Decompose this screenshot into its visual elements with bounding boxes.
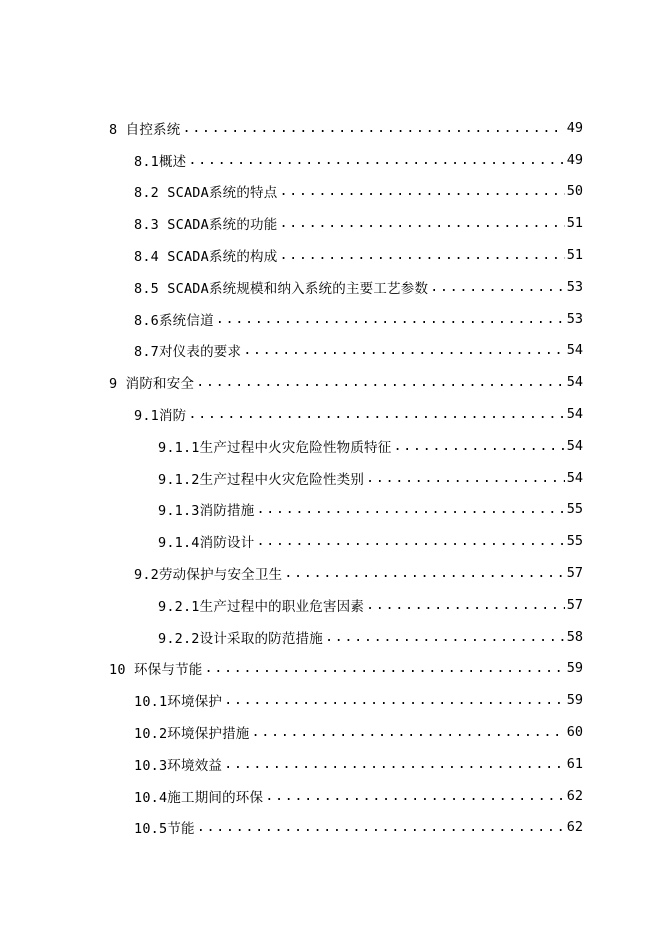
toc-entry-title: 9.1.2生产过程中火灾危险性类别 [158,471,365,488]
toc-entry [0,239,662,271]
toc-leader-dots [256,501,564,517]
toc-entry-title: 8.7对仪表的要求 [134,344,242,361]
toc-leader-dots [393,438,564,454]
toc-entry-title: 8.3 SCADA系统的功能 [134,217,278,234]
toc-entry [0,430,662,462]
toc-leader-dots [182,120,564,136]
toc-entry-title: 10.1环境保护 [134,694,223,711]
toc-leader-dots [279,247,564,263]
toc-leader-dots [243,342,565,358]
toc-leader-dots [196,374,565,390]
toc-entry-title: 8.1概述 [134,153,187,170]
toc-entry [0,589,662,621]
toc-leader-dots [224,692,565,708]
toc-leader-dots [204,660,564,676]
toc-entry [0,207,662,239]
toc-entry-title: 9.2劳动保护与安全卫生 [134,567,283,584]
toc-entry-page: 51 [566,215,583,232]
toc-leader-dots [366,470,565,486]
toc-entry-page: 54 [566,406,583,423]
toc-entry-title: 10 环保与节能 [109,662,203,679]
toc-entry [0,653,662,685]
toc-entry [0,176,662,208]
toc-entry-title: 10.2环境保护措施 [134,726,250,743]
toc-entry-title: 9 消防和安全 [109,376,195,393]
toc-entry-title: 8.4 SCADA系统的构成 [134,249,278,266]
toc-entry [0,303,662,335]
toc-entry-page: 60 [566,724,583,741]
toc-entry-title: 10.5节能 [134,821,195,838]
toc-leader-dots [256,533,564,549]
toc-entry [0,144,662,176]
toc-entry-title: 9.1.3消防措施 [158,503,255,520]
toc-entry [0,494,662,526]
toc-leader-dots [197,819,565,835]
toc-entry [0,112,662,144]
toc-entry-page: 49 [566,119,583,136]
toc-entry-page: 51 [566,247,583,264]
toc-entry [0,557,662,589]
toc-entry-title: 10.4施工期间的环保 [134,789,264,806]
toc-entry-title: 10.3环境效益 [134,757,223,774]
toc-leader-dots [325,629,565,645]
toc-entry [0,366,662,398]
toc-entry-title: 9.1.1生产过程中火灾危险性物质特征 [158,439,392,456]
toc-entry [0,271,662,303]
toc-entry [0,780,662,812]
toc-leader-dots [188,406,564,422]
toc-entry-page: 62 [566,819,583,836]
toc-entry-page: 49 [566,151,583,168]
toc-entry-page: 59 [566,660,583,677]
toc-leader-dots [430,279,565,295]
toc-leader-dots [284,565,564,581]
table-of-contents [0,112,662,843]
toc-entry-title: 9.2.1生产过程中的职业危害因素 [158,598,365,615]
toc-entry [0,525,662,557]
toc-entry [0,398,662,430]
toc-entry [0,716,662,748]
toc-entry-page: 55 [566,501,583,518]
toc-entry-page: 54 [566,342,583,359]
toc-entry-title: 8.2 SCADA系统的特点 [134,185,278,202]
toc-entry [0,621,662,653]
toc-entry [0,812,662,844]
toc-leader-dots [366,597,565,613]
toc-leader-dots [265,788,565,804]
toc-entry-page: 57 [566,596,583,613]
toc-entry-page: 55 [566,533,583,550]
toc-leader-dots [224,756,565,772]
toc-entry [0,335,662,367]
toc-entry [0,462,662,494]
toc-entry-title: 8.6系统信道 [134,312,214,329]
toc-entry-page: 53 [566,310,583,327]
toc-entry-page: 61 [566,755,583,772]
toc-entry-page: 62 [566,787,583,804]
toc-entry-title: 9.1.4消防设计 [158,535,255,552]
toc-entry [0,748,662,780]
toc-entry-page: 54 [566,437,583,454]
toc-leader-dots [279,215,564,231]
toc-entry [0,684,662,716]
toc-entry-page: 57 [566,565,583,582]
toc-leader-dots [252,724,565,740]
toc-leader-dots [216,311,565,327]
toc-leader-dots [279,183,564,199]
toc-entry-page: 58 [566,628,583,645]
toc-entry-title: 8.5 SCADA系统规模和纳入系统的主要工艺参数 [134,280,429,297]
toc-entry-title: 9.1消防 [134,408,187,425]
toc-entry-page: 53 [566,278,583,295]
toc-entry-title: 8 自控系统 [109,121,181,138]
toc-entry-page: 50 [566,183,583,200]
toc-entry-page: 59 [566,692,583,709]
toc-leader-dots [188,152,564,168]
toc-entry-page: 54 [566,374,583,391]
toc-entry-title: 9.2.2设计采取的防范措施 [158,630,323,647]
toc-entry-page: 54 [566,469,583,486]
